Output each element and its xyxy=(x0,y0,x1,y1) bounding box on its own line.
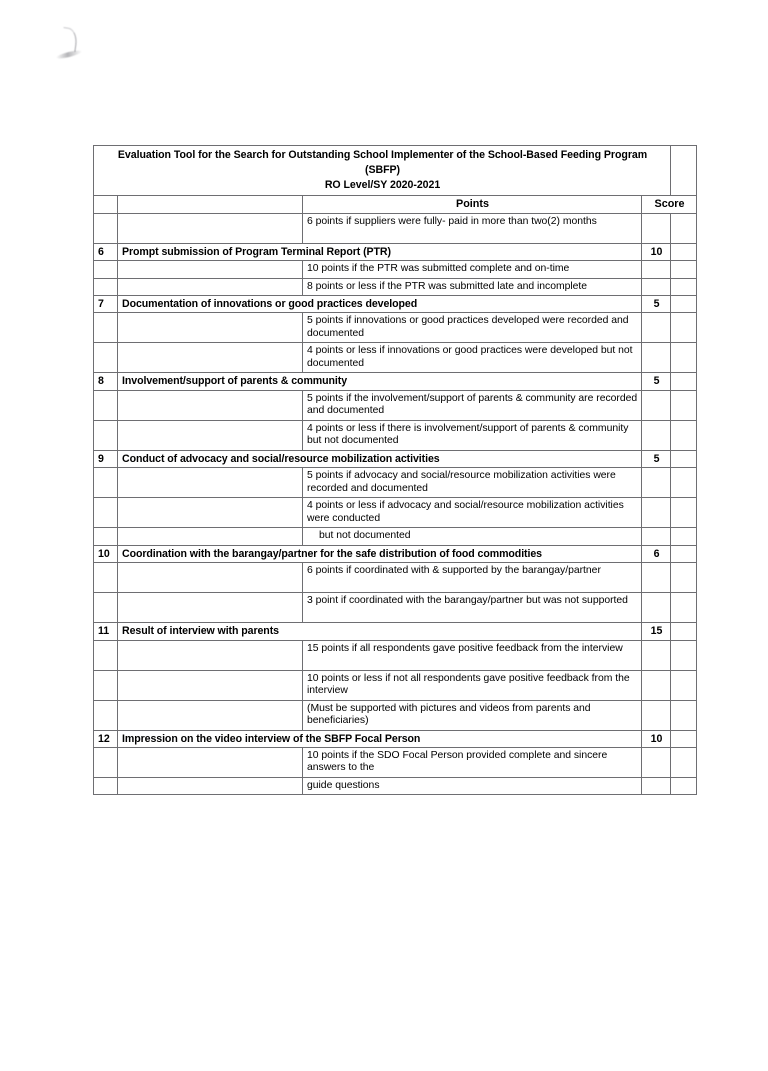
points-cell: 5 xyxy=(642,373,671,391)
description-cell: but not documented xyxy=(303,528,642,545)
criterion-label: Conduct of advocacy and social/resource mobilization activities xyxy=(118,450,642,468)
score-cell[interactable] xyxy=(671,343,697,373)
criterion-label: Documentation of innovations or good practices developed xyxy=(118,295,642,313)
criterion-label: Impression on the video interview of the SBFP Focal Person xyxy=(118,730,642,748)
points-cell xyxy=(642,778,671,795)
description-row xyxy=(94,670,697,700)
description-cell: 10 points if the PTR was submitted complete and on-time xyxy=(303,261,642,278)
row-number xyxy=(94,640,118,670)
table-body xyxy=(94,146,697,214)
points-cell xyxy=(642,261,671,278)
description-cell: 3 point if coordinated with the barangay/partner but was not supported xyxy=(303,593,642,623)
criterion-row xyxy=(94,730,697,748)
criteria-cell xyxy=(118,563,303,593)
score-cell[interactable] xyxy=(671,528,697,545)
description-row xyxy=(94,528,697,545)
criterion-row xyxy=(94,545,697,563)
row-number: 12 xyxy=(94,730,118,748)
points-cell: 5 xyxy=(642,295,671,313)
description-row xyxy=(94,313,697,343)
points-cell xyxy=(642,498,671,528)
description-row xyxy=(94,778,697,795)
points-cell: 5 xyxy=(642,450,671,468)
title-line-2: (SBFP) xyxy=(365,164,401,177)
score-cell[interactable] xyxy=(671,313,697,343)
row-number xyxy=(94,420,118,450)
description-row xyxy=(94,390,697,420)
row-number xyxy=(94,670,118,700)
description-row xyxy=(94,640,697,670)
score-cell[interactable] xyxy=(671,390,697,420)
row-number: 11 xyxy=(94,623,118,641)
row-number xyxy=(94,498,118,528)
criterion-label: Result of interview with parents xyxy=(118,623,642,641)
score-cell[interactable] xyxy=(671,778,697,795)
row-number xyxy=(94,390,118,420)
points-cell xyxy=(642,213,671,243)
criteria-cell xyxy=(118,670,303,700)
criteria-cell xyxy=(118,278,303,295)
description-cell: 15 points if all respondents gave positive feedback from the interview xyxy=(303,640,642,670)
description-row xyxy=(94,563,697,593)
criteria-cell xyxy=(118,700,303,730)
criterion-row xyxy=(94,373,697,391)
row-number xyxy=(94,563,118,593)
score-cell[interactable] xyxy=(671,420,697,450)
score-cell[interactable] xyxy=(671,243,697,261)
header-criteria xyxy=(118,196,303,214)
title-row xyxy=(94,146,697,196)
row-number xyxy=(94,700,118,730)
criteria-cell xyxy=(118,390,303,420)
score-cell[interactable] xyxy=(671,261,697,278)
row-number xyxy=(94,213,118,243)
description-cell: 4 points or less if there is involvement/support of parents & community but not documented xyxy=(303,420,642,450)
header-points: Points xyxy=(303,196,642,214)
score-cell[interactable] xyxy=(671,450,697,468)
description-cell: 10 points or less if not all respondents gave positive feedback from the interview xyxy=(303,670,642,700)
score-cell[interactable] xyxy=(671,545,697,563)
description-row xyxy=(94,498,697,528)
points-cell xyxy=(642,670,671,700)
description-row xyxy=(94,261,697,278)
score-cell[interactable] xyxy=(671,593,697,623)
title-row-score-cell xyxy=(671,146,697,196)
criteria-cell xyxy=(118,498,303,528)
title-line-3: RO Level/SY 2020-2021 xyxy=(324,179,441,192)
row-number xyxy=(94,343,118,373)
points-cell xyxy=(642,468,671,498)
criteria-cell xyxy=(118,313,303,343)
criterion-row xyxy=(94,450,697,468)
points-cell: 10 xyxy=(642,243,671,261)
criterion-label: Involvement/support of parents & community xyxy=(118,373,642,391)
evaluation-tool-table xyxy=(93,145,697,795)
criteria-cell xyxy=(118,261,303,278)
score-cell[interactable] xyxy=(671,498,697,528)
score-cell[interactable] xyxy=(671,730,697,748)
row-number xyxy=(94,261,118,278)
points-cell xyxy=(642,748,671,778)
points-cell xyxy=(642,563,671,593)
criteria-cell xyxy=(118,528,303,545)
criteria-cell xyxy=(118,778,303,795)
description-cell: 5 points if innovations or good practices developed were recorded and documented xyxy=(303,313,642,343)
row-number: 10 xyxy=(94,545,118,563)
score-cell[interactable] xyxy=(671,278,697,295)
header-score: Score xyxy=(642,196,697,214)
description-cell: 4 points or less if innovations or good practices were developed but not documented xyxy=(303,343,642,373)
description-cell: 4 points or less if advocacy and social/resource mobilization activities were conducted xyxy=(303,498,642,528)
description-cell: (Must be supported with pictures and videos from parents and beneficiaries) xyxy=(303,700,642,730)
row-number xyxy=(94,528,118,545)
criterion-row xyxy=(94,623,697,641)
criteria-cell xyxy=(118,343,303,373)
points-cell xyxy=(642,278,671,295)
scan-artifact-smudge xyxy=(56,49,82,60)
score-cell[interactable] xyxy=(671,640,697,670)
criteria-cell xyxy=(118,420,303,450)
row-number xyxy=(94,468,118,498)
criterion-row xyxy=(94,295,697,313)
row-number: 6 xyxy=(94,243,118,261)
score-cell[interactable] xyxy=(671,295,697,313)
row-number: 8 xyxy=(94,373,118,391)
description-cell: 5 points if the involvement/support of parents & community are recorded and documented xyxy=(303,390,642,420)
points-cell xyxy=(642,420,671,450)
score-cell[interactable] xyxy=(671,213,697,243)
description-cell: 8 points or less if the PTR was submitted late and incomplete xyxy=(303,278,642,295)
criteria-cell xyxy=(118,640,303,670)
score-cell[interactable] xyxy=(671,563,697,593)
table-rows xyxy=(94,213,697,795)
header-number xyxy=(94,196,118,214)
criterion-row xyxy=(94,243,697,261)
score-cell[interactable] xyxy=(671,468,697,498)
row-number xyxy=(94,778,118,795)
description-cell: 10 points if the SDO Focal Person provided complete and sincere answers to the xyxy=(303,748,642,778)
criteria-cell xyxy=(118,593,303,623)
score-cell[interactable] xyxy=(671,373,697,391)
score-cell[interactable] xyxy=(671,670,697,700)
score-cell[interactable] xyxy=(671,623,697,641)
title-line-1: Evaluation Tool for the Search for Outstanding School Implementer of the School-Based Feeding Program xyxy=(117,149,648,161)
description-cell: 6 points if coordinated with & supported by the barangay/partner xyxy=(303,563,642,593)
description-row xyxy=(94,420,697,450)
description-row xyxy=(94,748,697,778)
row-number xyxy=(94,593,118,623)
document-title xyxy=(94,146,671,196)
description-cell: 5 points if advocacy and social/resource mobilization activities were recorded and documented xyxy=(303,468,642,498)
points-cell: 6 xyxy=(642,545,671,563)
row-number: 7 xyxy=(94,295,118,313)
criteria-cell xyxy=(118,468,303,498)
points-cell xyxy=(642,390,671,420)
score-cell[interactable] xyxy=(671,748,697,778)
description-cell: 6 points if suppliers were fully- paid in more than two(2) months xyxy=(303,213,642,243)
row-number xyxy=(94,748,118,778)
scan-artifact-mark xyxy=(60,27,78,52)
description-row xyxy=(94,700,697,730)
points-cell: 15 xyxy=(642,623,671,641)
criteria-cell xyxy=(118,748,303,778)
points-cell xyxy=(642,700,671,730)
points-cell xyxy=(642,640,671,670)
description-row xyxy=(94,593,697,623)
points-cell xyxy=(642,528,671,545)
points-cell xyxy=(642,593,671,623)
column-header-row xyxy=(94,196,697,214)
description-row xyxy=(94,468,697,498)
row-number: 9 xyxy=(94,450,118,468)
description-row xyxy=(94,213,697,243)
criterion-label: Prompt submission of Program Terminal Report (PTR) xyxy=(118,243,642,261)
score-cell[interactable] xyxy=(671,700,697,730)
description-row xyxy=(94,278,697,295)
points-cell: 10 xyxy=(642,730,671,748)
criterion-label: Coordination with the barangay/partner for the safe distribution of food commodities xyxy=(118,545,642,563)
row-number xyxy=(94,278,118,295)
criteria-cell xyxy=(118,213,303,243)
description-row xyxy=(94,343,697,373)
row-number xyxy=(94,313,118,343)
points-cell xyxy=(642,343,671,373)
points-cell xyxy=(642,313,671,343)
description-cell: guide questions xyxy=(303,778,642,795)
